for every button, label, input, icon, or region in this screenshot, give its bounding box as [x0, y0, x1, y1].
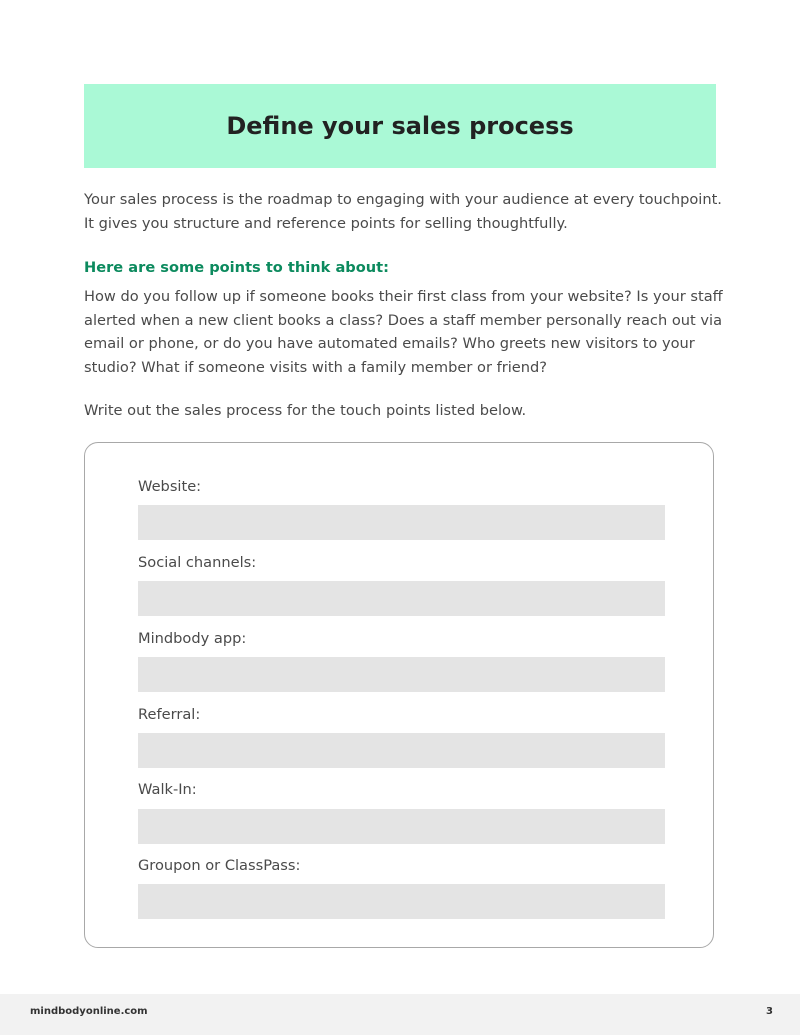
referral-input[interactable] [138, 733, 665, 768]
points-line-1: How do you follow up if someone books their first class from your website? Is your staff [84, 288, 723, 305]
intro-line-1: Your sales process is the roadmap to engaging with your audience at every touchpoint. [84, 191, 722, 208]
page-number: 3 [766, 1006, 773, 1017]
page-footer [0, 994, 800, 1035]
instruction-text: Write out the sales process for the touch points listed below. [84, 402, 527, 419]
walk-in-label: Walk-In: [138, 781, 197, 798]
groupon-classpass-input[interactable] [138, 884, 665, 919]
groupon-classpass-label: Groupon or ClassPass: [138, 857, 301, 874]
intro-paragraph [84, 188, 724, 235]
social-channels-label: Social channels: [138, 554, 257, 571]
mindbody-app-input[interactable] [138, 657, 665, 692]
website-input[interactable] [138, 505, 665, 540]
points-paragraph [84, 285, 724, 379]
social-channels-input[interactable] [138, 581, 665, 616]
points-line-2: alerted when a new client books a class? Does a staff member personally reach out via [84, 311, 723, 329]
section-subheading: Here are some points to think about: [84, 259, 389, 276]
referral-label: Referral: [138, 706, 201, 723]
points-line-3: email or phone, or do you have automated emails? Who greets new visitors to your [84, 335, 695, 352]
intro-line-2: It gives you structure and reference points for selling thoughtfully. [84, 214, 568, 232]
title-banner [84, 84, 716, 168]
footer-url: mindbodyonline.com [30, 1006, 148, 1017]
page-title: Define your sales process [226, 112, 574, 140]
walk-in-input[interactable] [138, 809, 665, 844]
website-label: Website: [138, 478, 202, 495]
mindbody-app-label: Mindbody app: [138, 630, 247, 647]
points-line-4: studio? What if someone visits with a family member or friend? [84, 358, 548, 376]
